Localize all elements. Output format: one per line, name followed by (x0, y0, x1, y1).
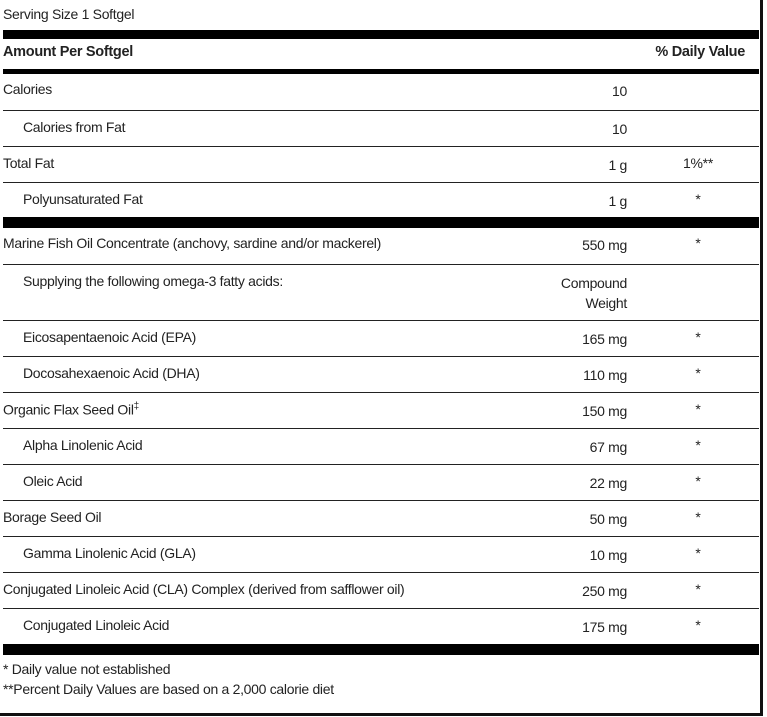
nutrient-row (3, 183, 759, 217)
ingredient-amount: 550 mg (582, 237, 627, 253)
ingredient-name: Conjugated Linoleic Acid (23, 617, 170, 633)
ingredient-name: Conjugated Linoleic Acid (CLA) Complex (derived from safflower oil) (3, 581, 405, 597)
nutrient-name: Polyunsaturated Fat (23, 191, 143, 207)
compound-weight-label (561, 273, 627, 313)
ingredient-name-text: Organic Flax Seed Oil (3, 401, 134, 418)
nutrient-amount: 10 (612, 121, 627, 137)
ingredient-name: Alpha Linolenic Acid (23, 437, 143, 453)
ingredient-amount: 150 mg (582, 403, 627, 419)
nutrient-name: Calories (3, 81, 52, 97)
ingredient-name: Docosahexaenoic Acid (DHA) (23, 365, 200, 381)
ingredient-row (3, 321, 759, 357)
ingredient-amount: 50 mg (589, 511, 627, 527)
footnote-percent-daily: **Percent Daily Values are based on a 2,000 calorie diet (3, 681, 334, 697)
ingredient-amount: 110 mg (583, 367, 627, 383)
ingredient-dv: * (695, 437, 701, 453)
divider-thick (3, 30, 759, 39)
divider-thick (3, 644, 759, 655)
ingredient-amount: 10 mg (589, 547, 627, 563)
ingredient-name: Eicosapentaenoic Acid (EPA) (23, 329, 196, 345)
daily-value-header: % Daily Value (655, 44, 745, 60)
amount-header: Amount Per Softgel (3, 44, 133, 60)
ingredient-row (3, 537, 759, 573)
nutrient-name: Calories from Fat (23, 119, 126, 135)
nutrient-dv: * (695, 191, 701, 207)
nutrient-name: Total Fat (3, 155, 54, 171)
ingredient-name: Borage Seed Oil (3, 509, 102, 525)
ingredient-row (3, 228, 759, 265)
ingredient-name: Supplying the following omega-3 fatty acids: (23, 273, 283, 289)
table-header (3, 44, 759, 64)
nutrient-row (3, 74, 759, 111)
ingredient-row (3, 573, 759, 609)
compound-weight-line1: Compound (560, 275, 627, 291)
ingredient-amount: 67 mg (589, 439, 627, 455)
ingredient-dv: * (695, 617, 701, 633)
ingredient-amount: 250 mg (582, 583, 627, 599)
ingredient-dv: * (695, 473, 701, 489)
double-dagger-note: ‡ (133, 401, 139, 412)
ingredient-row (3, 265, 759, 321)
ingredient-dv: * (695, 365, 701, 381)
footnote-daily-value: * Daily value not established (3, 661, 171, 677)
nutrient-amount: 1 g (608, 193, 627, 209)
nutrient-row (3, 111, 759, 147)
ingredient-dv: * (695, 401, 701, 417)
ingredient-row (3, 357, 759, 393)
nutrient-amount: 10 (612, 83, 627, 99)
ingredient-dv: * (695, 329, 701, 345)
ingredient-amount: 22 mg (589, 475, 627, 491)
ingredient-row (3, 429, 759, 465)
ingredient-name (3, 401, 139, 418)
ingredient-amount: 165 mg (582, 331, 627, 347)
ingredient-row (3, 609, 759, 644)
ingredient-dv: * (695, 235, 701, 251)
ingredient-row (3, 393, 759, 429)
ingredient-row (3, 501, 759, 537)
ingredient-name: Gamma Linolenic Acid (GLA) (23, 545, 196, 561)
ingredient-dv: * (695, 581, 701, 597)
ingredient-dv: * (695, 545, 701, 561)
ingredient-dv: * (695, 509, 701, 525)
compound-weight-line2: Weight (585, 295, 627, 311)
nutrient-row (3, 147, 759, 183)
serving-size: Serving Size 1 Softgel (3, 6, 135, 22)
ingredient-amount: 175 mg (582, 619, 627, 635)
ingredient-row (3, 465, 759, 501)
nutrient-amount: 1 g (608, 157, 627, 173)
divider-thick (3, 217, 759, 228)
ingredient-name: Oleic Acid (23, 473, 83, 489)
nutrient-dv: 1%** (683, 155, 713, 171)
ingredient-name: Marine Fish Oil Concentrate (anchovy, sardine and/or mackerel) (3, 235, 381, 251)
